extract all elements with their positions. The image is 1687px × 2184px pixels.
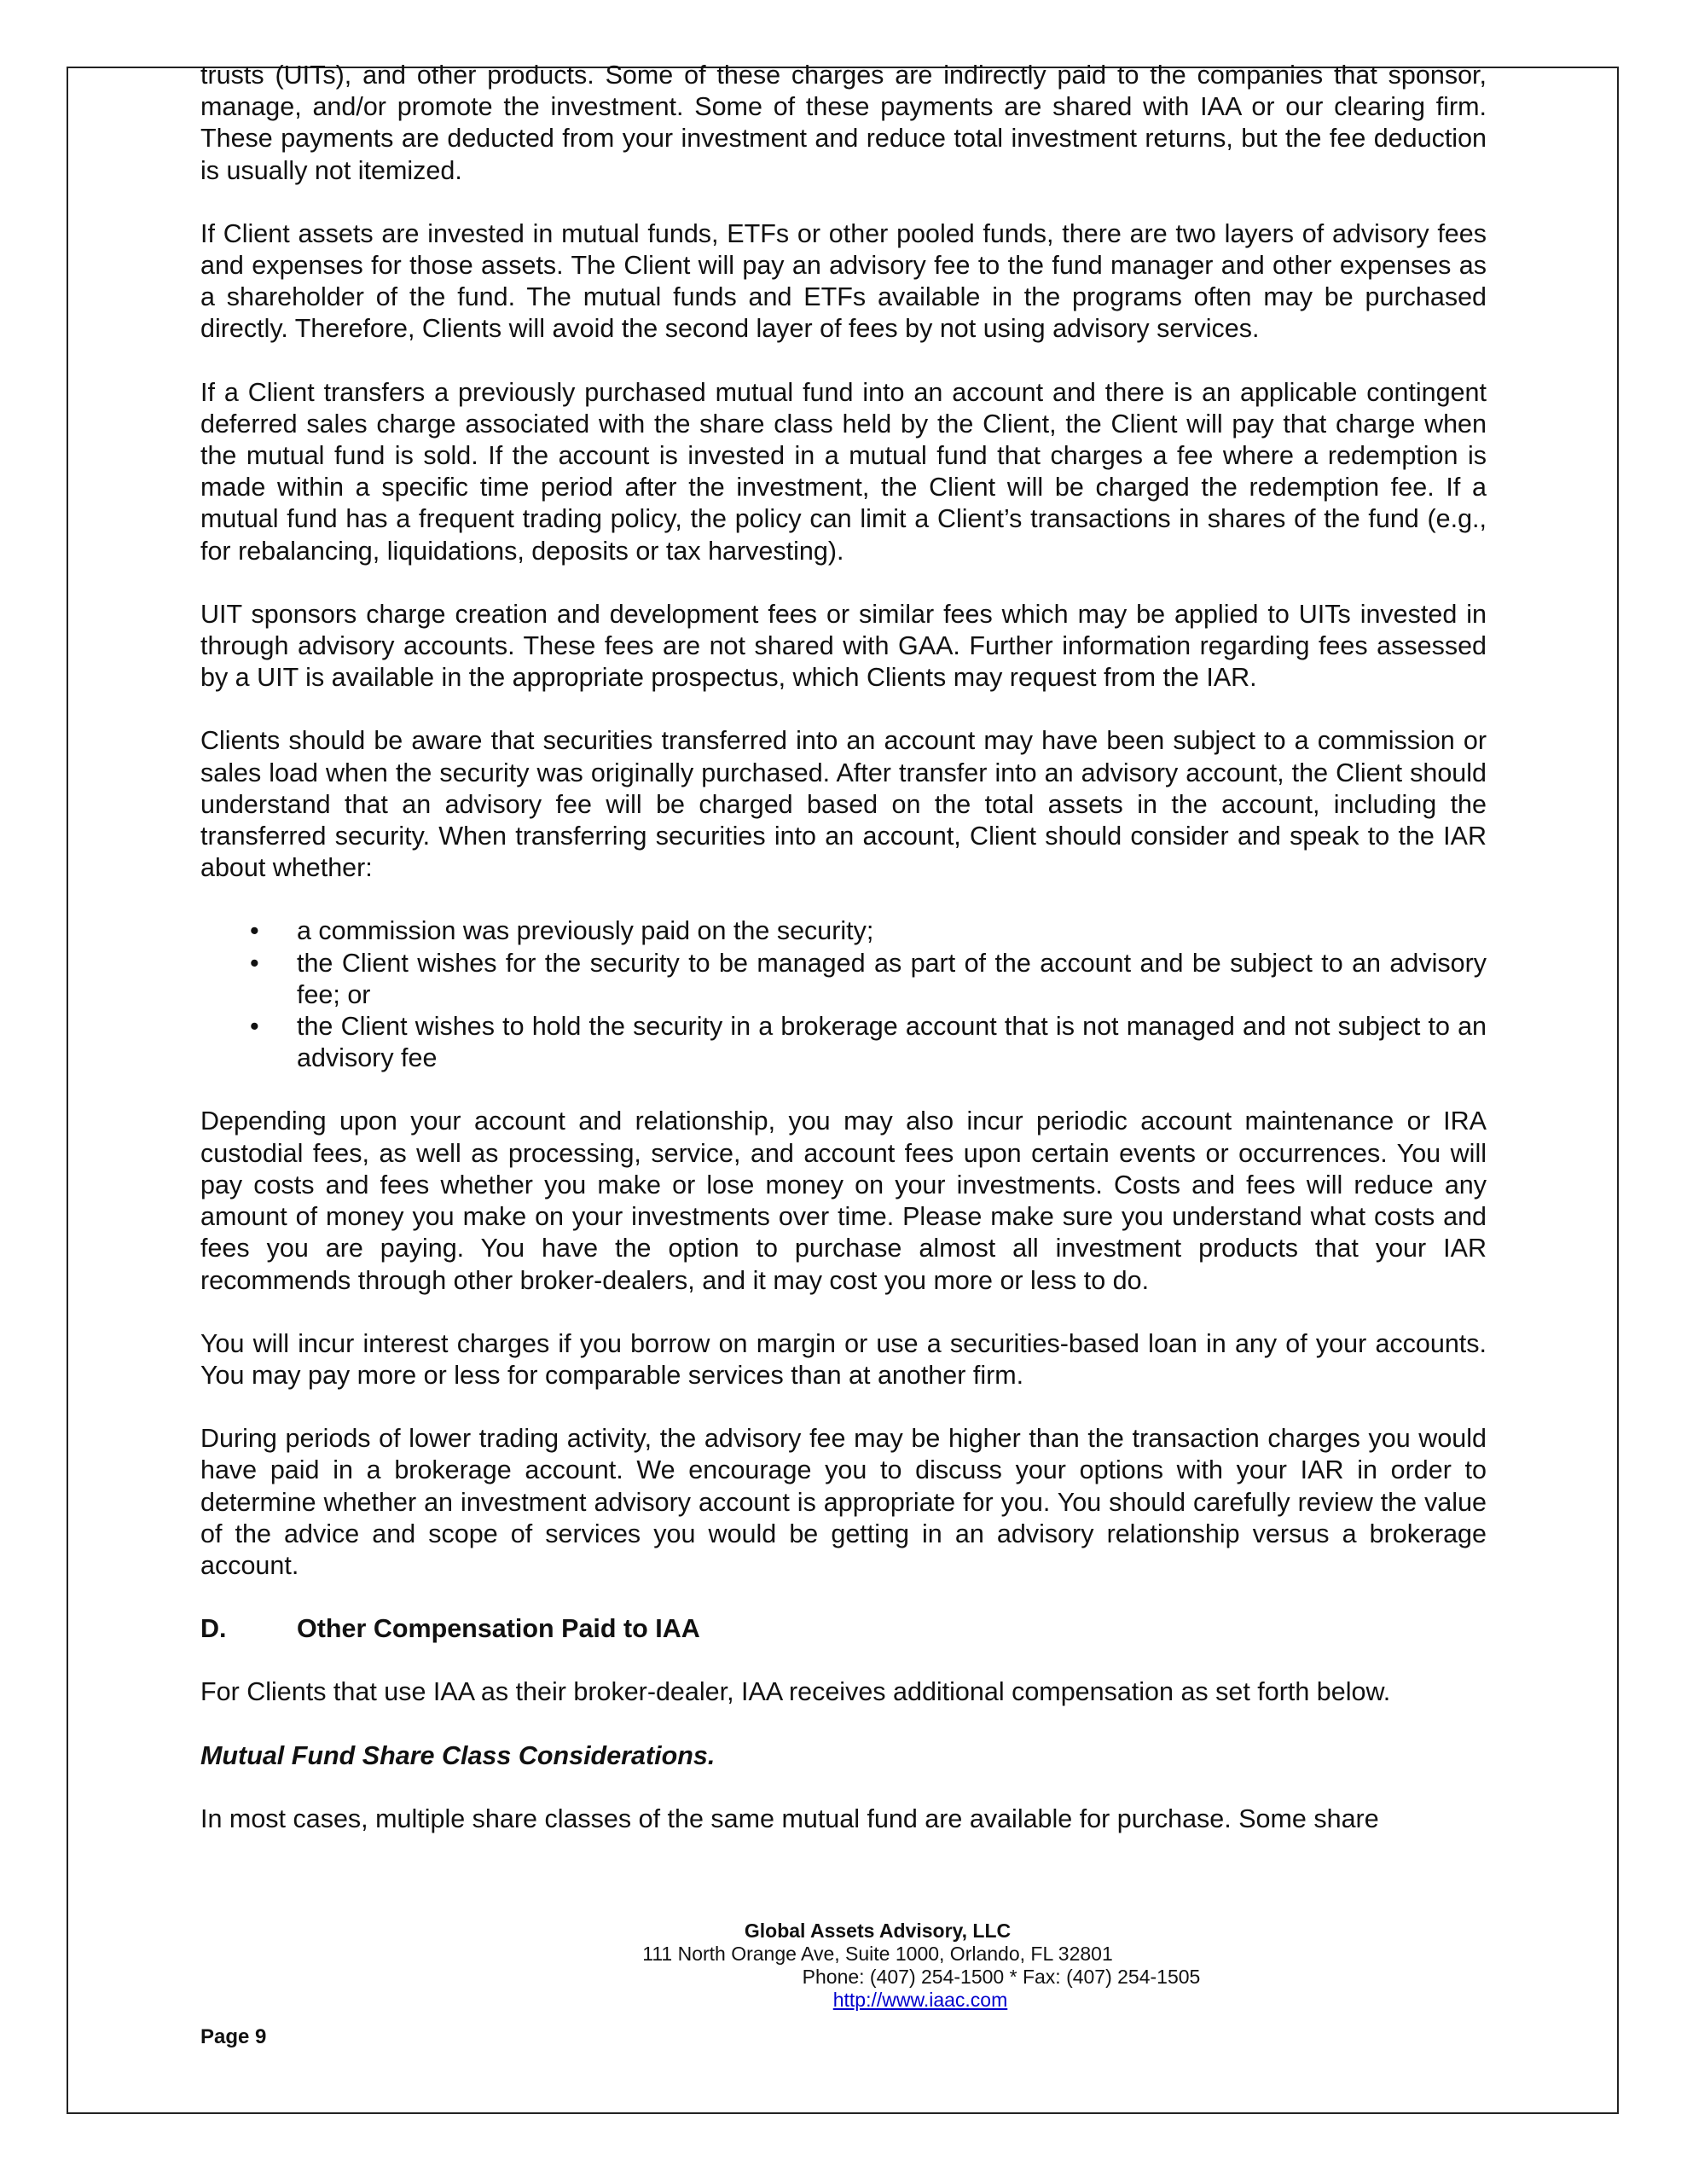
subsection-heading: Mutual Fund Share Class Considerations. [200,1740,716,1770]
list-item [200,915,1487,947]
section-letter: D. [200,1614,227,1644]
footer-company-name: Global Assets Advisory, LLC [744,1920,1012,1942]
paragraph-interest-charges: You will incur interest charges if you borrow on margin or use a securities-based loan in any of your accounts. You may pay more or less for comparable services than at another firm. [200,1328,1487,1390]
bullet-icon: • [250,916,259,946]
paragraph-lower-trading-activity: During periods of lower trading activity, the advisory fee may be higher than the transaction charges you would have paid in a brokerage account. We encourage you to discuss your options with your IAR in order to determine whether an investment advisory account is appropriate for you. You should carefully review the value of the advice and scope of services you would be getting in an advisory relationship versus a brokerage account. [200,1424,1487,1580]
list-item-text: a commission was previously paid on the security; [297,916,874,946]
page-number: Page 9 [200,2025,267,2048]
list-item [200,1011,1487,1074]
page-footer [200,1920,1487,2012]
paragraph-section-d-intro: For Clients that use IAA as their broker-dealer, IAA receives additional compensation as set forth below. [200,1677,1391,1707]
document-body [200,60,1487,1867]
paragraph-share-classes: In most cases, multiple share classes of the same mutual fund are available for purchase. Some share [200,1804,1379,1833]
considerations-list [200,915,1487,1074]
bullet-icon: • [250,948,259,978]
bullet-icon: • [250,1012,259,1042]
paragraph-account-fees: Depending upon your account and relationship, you may also incur periodic account maintenance or IRA custodial fees, as well as processing, service, and account fees upon certain events or occurrences. You will pay costs and fees whether you make or lose money on your investments. Costs and fees will reduce any amount of money you make on your investments over time. Please make sure you understand what costs and fees you are paying. You have the option to purchase almost all investment products that your IAR recommends through other broker-dealers, and it may cost you more or less to do. [200,1107,1487,1295]
paragraph-transferred-securities: Clients should be aware that securities transferred into an account may have been subject to a commission or sales load when the security was originally purchased. After transfer into an advisory account, the Client should understand that an advisory fee will be charged based on the total assets in the account, including the transferred security. When transferring securities into an account, Client should consider and speak to the IAR about whether: [200,726,1487,883]
footer-website-link[interactable]: http://www.iaac.com [832,1989,1008,2011]
paragraph-mutual-fund-transfers: If a Client transfers a previously purchased mutual fund into an account and there is an applicable contingent deferred sales charge associated with the share class held by the Client, the Client will pay that charge when the mutual fund is sold. If the account is invested in a mutual fund that charges a fee where a redemption is made within a specific time period after the investment, the Client will be charged the redemption fee. If a mutual fund has a frequent trading policy, the policy can limit a Client’s transactions in shares of the fund (e.g., for rebalancing, liquidations, deposits or tax harvesting). [200,377,1487,566]
paragraph-pooled-funds: If Client assets are invested in mutual funds, ETFs or other pooled funds, there are two layers of advisory fees and expenses for those assets. The Client will pay an advisory fee to the fund manager and other expenses as a shareholder of the fund. The mutual funds and ETFs available in the programs often may be purchased directly. Therefore, Clients will avoid the second layer of fees by not using advisory services. [200,218,1487,344]
list-item [200,948,1487,1011]
section-heading-d [200,1613,1487,1645]
paragraph-fees-overview: trusts (UITs), and other products. Some of these charges are indirectly paid to the companies that sponsor, manage, and/or promote the investment. Some of these payments are shared with IAA or our clearing firm. These payments are deducted from your investment and reduce total investment returns, but the fee deduction is usually not itemized. [200,61,1487,185]
list-item-text: the Client wishes to hold the security in a brokerage account that is not managed and not subject to an advisory fee [297,1012,1487,1073]
footer-address: 111 North Orange Ave, Suite 1000, Orlando, FL 32801 [642,1943,1113,1965]
list-item-text: the Client wishes for the security to be managed as part of the account and be subject to an advisory fee; or [297,948,1487,1009]
section-title: Other Compensation Paid to IAA [297,1614,700,1644]
paragraph-uit-sponsors: UIT sponsors charge creation and development fees or similar fees which may be applied to UITs invested in through advisory accounts. These fees are not shared with GAA. Further information regarding fees assessed by a UIT is available in the appropriate prospectus, which Clients may request from the IAR. [200,599,1487,693]
footer-phone: Phone: (407) 254-1500 * Fax: (407) 254-1505 [802,1966,1201,1988]
